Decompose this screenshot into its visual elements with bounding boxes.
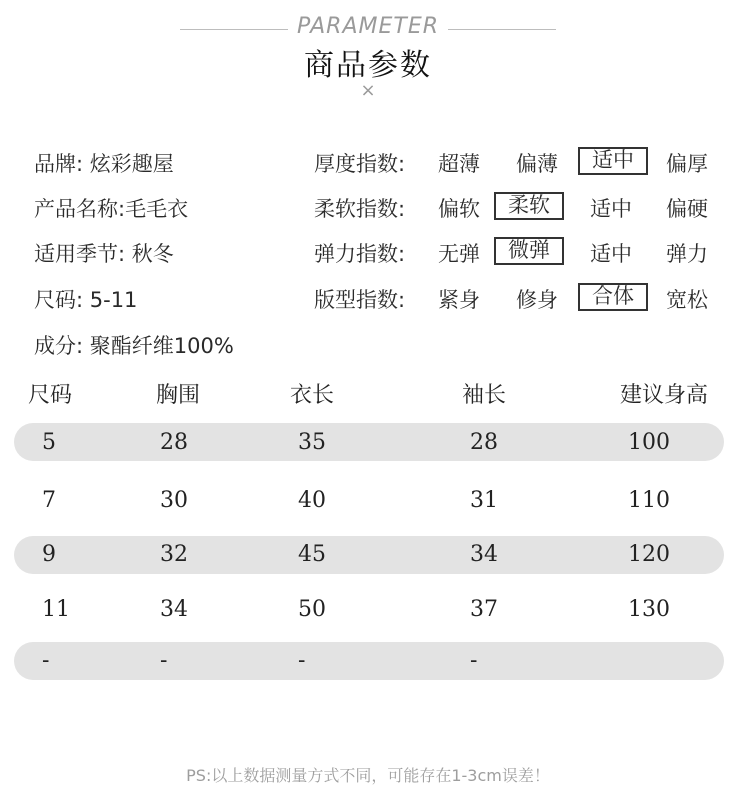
info-brand: 品牌: 炫彩趣屋 <box>34 152 174 176</box>
rating-label: 厚度指数: <box>314 152 406 176</box>
table-cell: 32 <box>160 542 188 567</box>
table-cell: 50 <box>298 597 326 622</box>
table-cell: - <box>298 648 306 673</box>
table-cell: 5 <box>42 430 56 455</box>
table-header: 尺码 <box>28 383 73 408</box>
table-cell: 110 <box>628 488 670 513</box>
table-cell: 130 <box>628 597 670 622</box>
rating-option: 适中 <box>590 197 632 221</box>
rating-option-selected: 柔软 <box>494 192 564 220</box>
rating-option: 适中 <box>590 242 632 266</box>
rating-option: 无弹 <box>438 242 480 266</box>
table-cell: 37 <box>470 597 498 622</box>
rating-option: 宽松 <box>666 288 708 312</box>
table-cell: 40 <box>298 488 326 513</box>
table-cell: - <box>42 648 50 673</box>
table-cell: - <box>470 648 478 673</box>
table-cell: 28 <box>160 430 188 455</box>
table-cell: 30 <box>160 488 188 513</box>
rating-option: 偏厚 <box>666 152 708 176</box>
rating-option: 紧身 <box>438 288 480 312</box>
table-cell: 100 <box>628 430 670 455</box>
table-cell: 31 <box>470 488 498 513</box>
rating-option: 超薄 <box>438 152 480 176</box>
rating-label: 版型指数: <box>314 288 406 312</box>
table-row-band <box>14 423 724 461</box>
rating-label: 弹力指数: <box>314 242 406 266</box>
table-cell: 9 <box>42 542 56 567</box>
table-cell: 11 <box>42 597 70 622</box>
table-row-band <box>14 642 724 680</box>
footer-note: PS:以上数据测量方式不同，可能存在1-3cm误差！ <box>186 766 550 785</box>
header-title-cn: 商品参数 <box>304 48 432 83</box>
rating-option: 弹力 <box>666 242 708 266</box>
table-cell: 7 <box>42 488 56 513</box>
rating-option: 偏软 <box>438 197 480 221</box>
info-season: 适用季节: 秋冬 <box>34 242 174 266</box>
table-cell: 34 <box>470 542 498 567</box>
table-header: 建议身高 <box>620 383 709 408</box>
header-title-en: PARAMETER <box>296 14 440 39</box>
rating-option-selected: 微弹 <box>494 237 564 265</box>
table-cell: 34 <box>160 597 188 622</box>
table-header: 袖长 <box>462 383 507 408</box>
rating-option: 偏薄 <box>516 152 558 176</box>
table-cell: 120 <box>628 542 670 567</box>
close-icon: × <box>360 80 376 101</box>
table-cell: 45 <box>298 542 326 567</box>
table-header: 衣长 <box>290 383 335 408</box>
table-cell: 35 <box>298 430 326 455</box>
info-product-name: 产品名称:毛毛衣 <box>34 197 189 221</box>
table-cell: 28 <box>470 430 498 455</box>
rating-option: 修身 <box>516 288 558 312</box>
table-cell: - <box>160 648 168 673</box>
info-size: 尺码: 5-11 <box>34 288 138 312</box>
table-header: 胸围 <box>156 383 201 408</box>
rating-option-selected: 合体 <box>578 283 648 311</box>
rating-label: 柔软指数: <box>314 197 406 221</box>
rating-option: 偏硬 <box>666 197 708 221</box>
rating-option-selected: 适中 <box>578 147 648 175</box>
table-row-band <box>14 536 724 574</box>
info-material: 成分: 聚酯纤维100% <box>34 334 234 358</box>
